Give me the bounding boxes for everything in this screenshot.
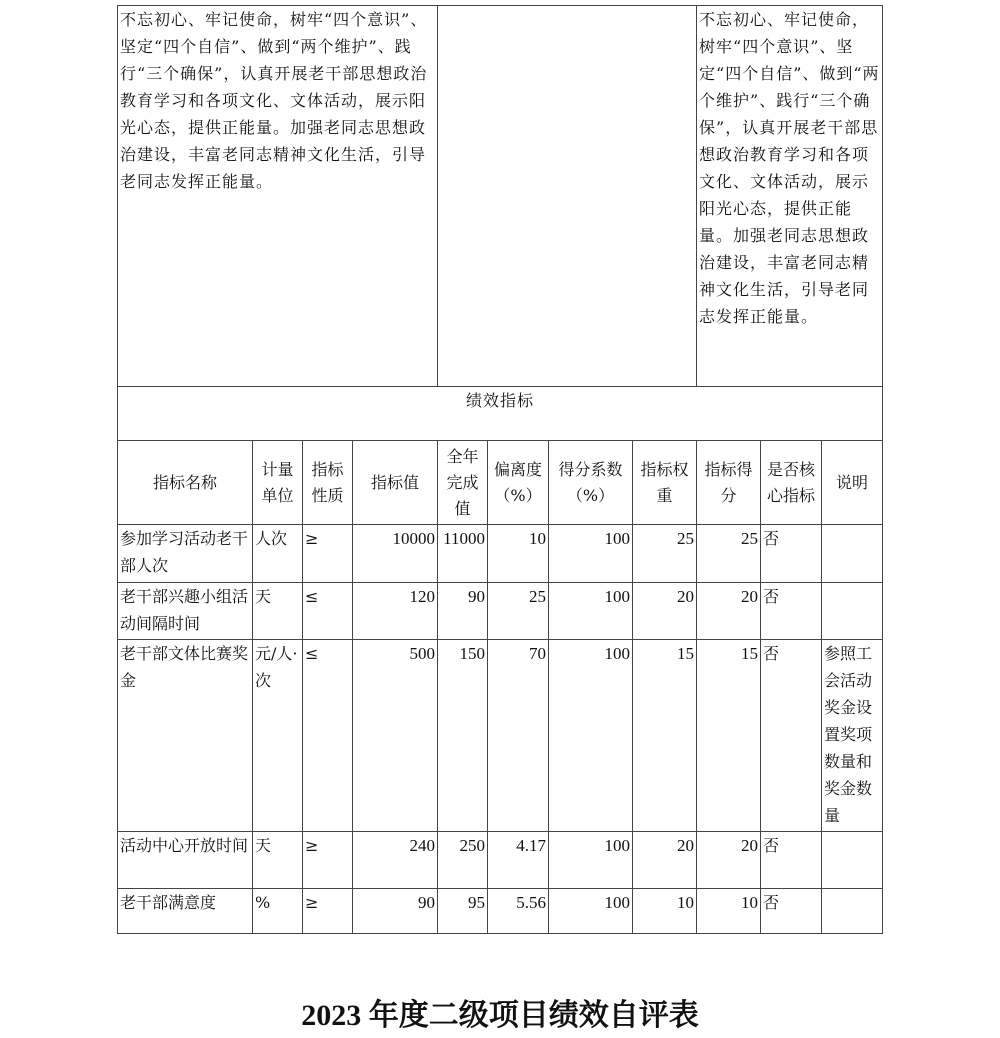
header-indicator-name: 指标名称: [118, 441, 253, 525]
goal-description-middle: [438, 6, 697, 387]
table-row: [118, 889, 883, 934]
header-target: 指标值: [353, 441, 438, 525]
indicator-unit: 人次: [253, 525, 303, 583]
header-row: [118, 441, 883, 525]
indicator-core: 否: [761, 832, 822, 889]
indicator-actual: 150: [438, 640, 488, 832]
indicator-actual: 95: [438, 889, 488, 934]
indicator-score: 20: [697, 832, 761, 889]
indicator-weight: 15: [633, 640, 697, 832]
header-unit: 计量单位: [253, 441, 303, 525]
table-row: [118, 640, 883, 832]
header-deviation: 偏离度（%）: [488, 441, 549, 525]
indicator-coefficient: 100: [549, 640, 633, 832]
indicator-weight: 20: [633, 583, 697, 640]
indicator-core: 否: [761, 525, 822, 583]
header-actual: 全年完成值: [438, 441, 488, 525]
indicator-unit: 天: [253, 832, 303, 889]
indicator-note: 参照工会活动奖金设置奖项数量和奖金数量: [822, 640, 883, 832]
indicator-actual: 90: [438, 583, 488, 640]
table-row: [118, 832, 883, 889]
header-coefficient: 得分系数（%）: [549, 441, 633, 525]
indicator-nature: ≥: [303, 525, 353, 583]
indicator-target: 240: [353, 832, 438, 889]
indicator-deviation: 70: [488, 640, 549, 832]
indicator-unit: 天: [253, 583, 303, 640]
indicator-unit: %: [253, 889, 303, 934]
header-note: 说明: [822, 441, 883, 525]
indicator-note: [822, 832, 883, 889]
table-row: [118, 583, 883, 640]
indicator-deviation: 10: [488, 525, 549, 583]
indicator-weight: 25: [633, 525, 697, 583]
indicator-target: 10000: [353, 525, 438, 583]
header-core: 是否核心指标: [761, 441, 822, 525]
indicator-coefficient: 100: [549, 832, 633, 889]
table-row: [118, 525, 883, 583]
section-title: 绩效指标: [118, 387, 883, 441]
indicator-name: 老干部文体比赛奖金: [118, 640, 253, 832]
performance-table: [117, 5, 883, 934]
indicator-target: 500: [353, 640, 438, 832]
header-score: 指标得分: [697, 441, 761, 525]
goal-description-left: 不忘初心、牢记使命，树牢“四个意识”、坚定“四个自信”、做到“两个维护”、践行“三个确保”，认真开展老干部思想政治教育学习和各项文化、文体活动，展示阳光心态，提供正能量。加强老同志思想政治建设，丰富老同志精神文化生活，引导老同志发挥正能量。: [118, 6, 438, 387]
indicator-note: [822, 583, 883, 640]
indicator-coefficient: 100: [549, 583, 633, 640]
indicator-target: 90: [353, 889, 438, 934]
indicator-name: 老干部满意度: [118, 889, 253, 934]
indicator-nature: ≤: [303, 583, 353, 640]
goal-description-right: 不忘初心、牢记使命，树牢“四个意识”、坚定“四个自信”、做到“两个维护”、践行“三个确保”，认真开展老干部思想政治教育学习和各项文化、文体活动，展示阳光心态，提供正能量。加强老同志思想政治建设，丰富老同志精神文化生活，引导老同志发挥正能量。: [697, 6, 883, 387]
indicator-deviation: 25: [488, 583, 549, 640]
indicator-core: 否: [761, 640, 822, 832]
section-row: [118, 387, 883, 441]
indicator-note: [822, 525, 883, 583]
indicator-weight: 10: [633, 889, 697, 934]
indicator-name: 活动中心开放时间: [118, 832, 253, 889]
indicator-deviation: 5.56: [488, 889, 549, 934]
goals-row: [118, 6, 883, 387]
indicator-target: 120: [353, 583, 438, 640]
page-title: 2023 年度二级项目绩效自评表: [301, 999, 699, 1032]
indicator-name: 老干部兴趣小组活动间隔时间: [118, 583, 253, 640]
indicator-actual: 11000: [438, 525, 488, 583]
indicator-score: 15: [697, 640, 761, 832]
indicator-note: [822, 889, 883, 934]
indicator-deviation: 4.17: [488, 832, 549, 889]
indicator-nature: ≥: [303, 832, 353, 889]
indicator-core: 否: [761, 583, 822, 640]
indicator-nature: ≥: [303, 889, 353, 934]
indicator-score: 25: [697, 525, 761, 583]
indicator-actual: 250: [438, 832, 488, 889]
indicator-score: 10: [697, 889, 761, 934]
indicator-core: 否: [761, 889, 822, 934]
header-nature: 指标性质: [303, 441, 353, 525]
indicator-coefficient: 100: [549, 889, 633, 934]
indicator-name: 参加学习活动老干部人次: [118, 525, 253, 583]
indicator-unit: 元/人·次: [253, 640, 303, 832]
indicator-score: 20: [697, 583, 761, 640]
indicator-nature: ≤: [303, 640, 353, 832]
indicator-weight: 20: [633, 832, 697, 889]
header-weight: 指标权重: [633, 441, 697, 525]
indicator-coefficient: 100: [549, 525, 633, 583]
